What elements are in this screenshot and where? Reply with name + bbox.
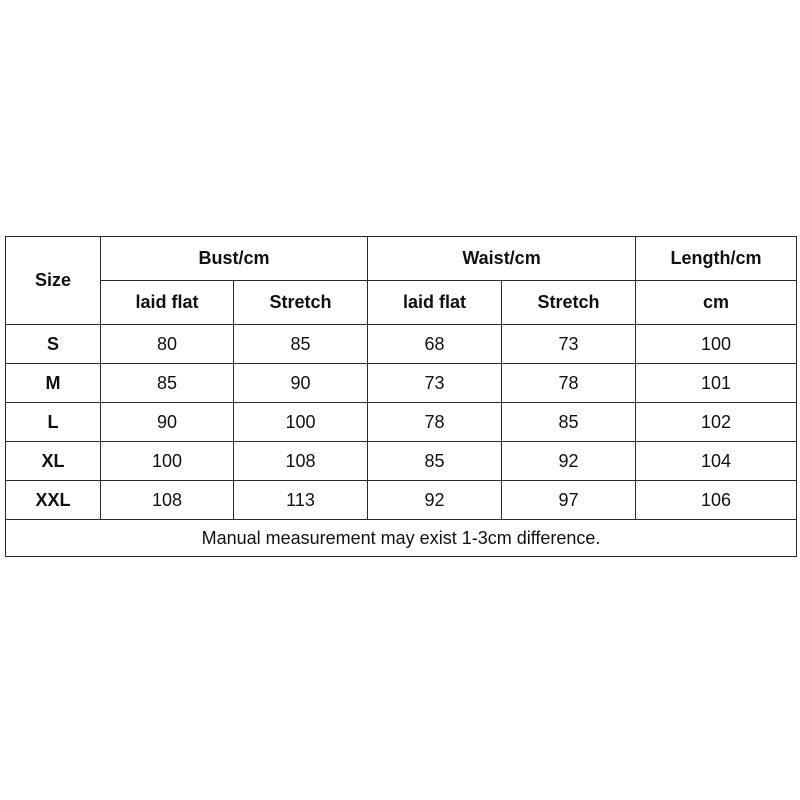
note-row [6, 520, 797, 557]
size-cell: S [6, 325, 101, 364]
waist-flat-cell: 85 [368, 442, 502, 481]
bust-flat-cell: 80 [101, 325, 234, 364]
waist-stretch-cell: 92 [502, 442, 636, 481]
waist-stretch-cell: 78 [502, 364, 636, 403]
bust-flat-cell: 85 [101, 364, 234, 403]
bust-stretch-cell: 85 [234, 325, 368, 364]
waist-stretch-cell: 85 [502, 403, 636, 442]
length-cell: 106 [636, 481, 797, 520]
header-row-main [6, 237, 797, 281]
bust-stretch-cell: 108 [234, 442, 368, 481]
size-cell: M [6, 364, 101, 403]
size-cell: L [6, 403, 101, 442]
size-header: Size [6, 237, 101, 325]
size-cell: XL [6, 442, 101, 481]
bust-stretch-header: Stretch [234, 281, 368, 325]
length-header: Length/cm [636, 237, 797, 281]
table-row [6, 481, 797, 520]
table-row [6, 442, 797, 481]
bust-stretch-cell: 90 [234, 364, 368, 403]
waist-stretch-header: Stretch [502, 281, 636, 325]
bust-laid-flat-header: laid flat [101, 281, 234, 325]
table-row [6, 403, 797, 442]
length-cell: 102 [636, 403, 797, 442]
header-row-sub [6, 281, 797, 325]
bust-stretch-cell: 113 [234, 481, 368, 520]
table-row [6, 364, 797, 403]
size-chart-table [5, 236, 797, 557]
length-cell: 101 [636, 364, 797, 403]
waist-laid-flat-header: laid flat [368, 281, 502, 325]
bust-header: Bust/cm [101, 237, 368, 281]
waist-stretch-cell: 97 [502, 481, 636, 520]
waist-flat-cell: 73 [368, 364, 502, 403]
table-row [6, 325, 797, 364]
bust-flat-cell: 90 [101, 403, 234, 442]
waist-flat-cell: 92 [368, 481, 502, 520]
bust-flat-cell: 108 [101, 481, 234, 520]
length-cell: 100 [636, 325, 797, 364]
bust-flat-cell: 100 [101, 442, 234, 481]
size-cell: XXL [6, 481, 101, 520]
bust-stretch-cell: 100 [234, 403, 368, 442]
length-unit-header: cm [636, 281, 797, 325]
waist-flat-cell: 68 [368, 325, 502, 364]
waist-header: Waist/cm [368, 237, 636, 281]
measurement-note: Manual measurement may exist 1-3cm difference. [6, 520, 797, 557]
waist-flat-cell: 78 [368, 403, 502, 442]
length-cell: 104 [636, 442, 797, 481]
waist-stretch-cell: 73 [502, 325, 636, 364]
